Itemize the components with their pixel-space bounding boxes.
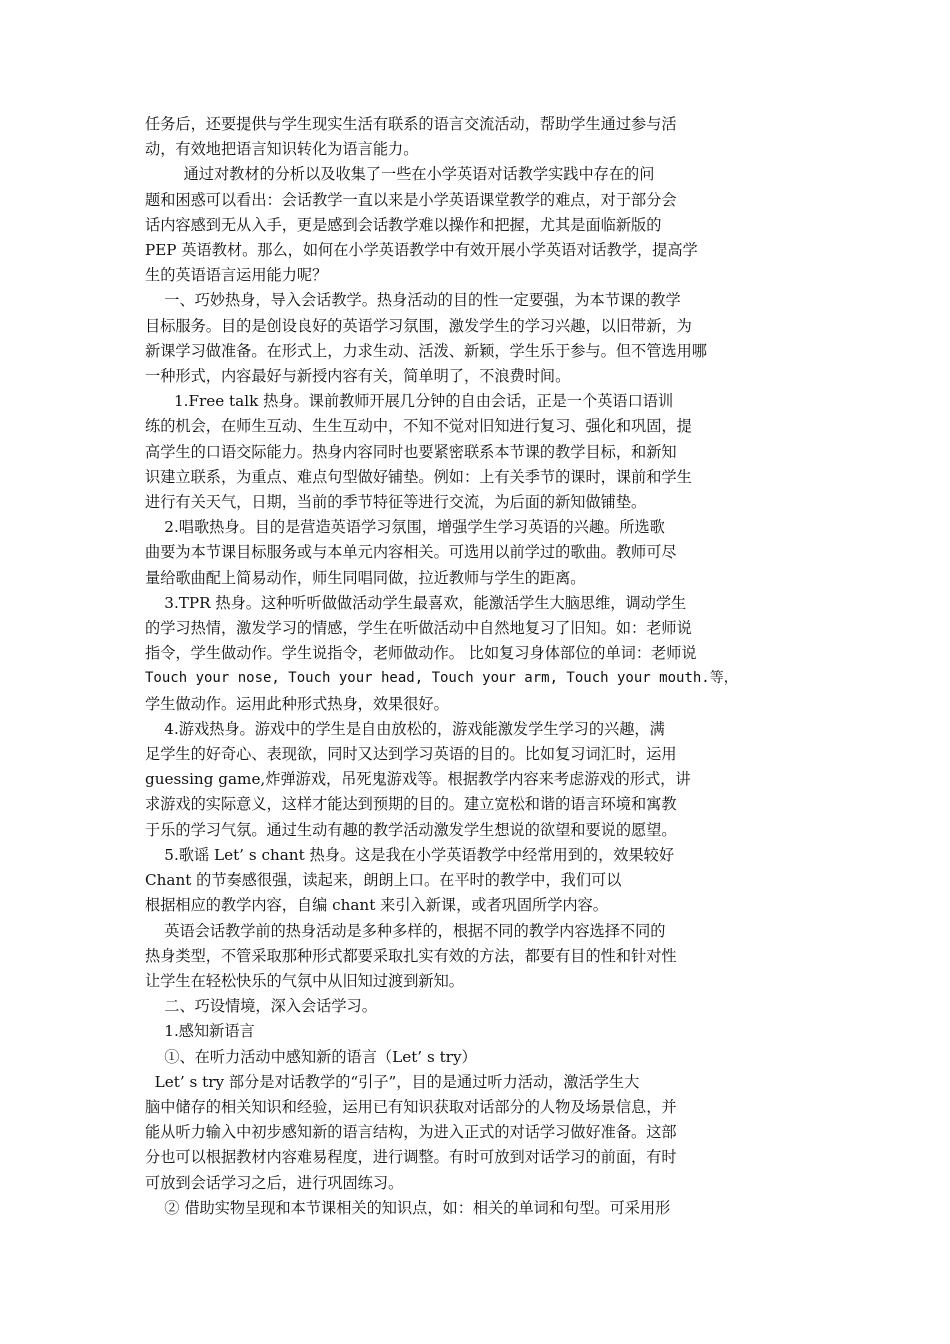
text-line: 任务后，还要提供与学生现实生活有联系的语言交流活动，帮助学生通过参与活: [145, 115, 677, 133]
text-line: 能从听力输入中初步感知新的语言结构，为进入正式的对话学习做好准备。这部: [145, 1123, 677, 1142]
text-line: 识建立联系，为重点、难点句型做好铺垫。例如：上有关季节的课时，课前和学生: [145, 467, 692, 486]
text-line: Touch your nose, Touch your head, Touch your arm, Touch your mouth.等，: [145, 670, 738, 687]
text-line: 话内容感到无从入手，更是感到会话教学难以操作和把握，尤其是面临新版的: [145, 215, 662, 234]
document-page: [145, 112, 807, 1221]
text-line: 学生做动作。运用此种形式热身，效果很好。: [145, 694, 449, 713]
text-line: PEP 英语教材。那么，如何在小学英语教学中有效开展小学英语对话教学，提高学: [145, 241, 698, 260]
text-line: 生的英语语言运用能力呢？: [145, 266, 328, 285]
text-line: 根据相应的教学内容，自编 chant 来引入新课，或者巩固所学内容。: [145, 896, 608, 915]
text-line: 1.Free talk 热身。课前教师开展几分钟的自由会话，正是一个英语口语训: [145, 392, 674, 411]
text-line: 英语会话教学前的热身活动是多种多样的，根据不同的教学内容选择不同的: [145, 921, 666, 940]
text-line: Let’ s try 部分是对话教学的“引子”，目的是通过听力活动，激活学生大: [145, 1072, 640, 1091]
text-line: 5.歌谣 Let’ s chant 热身。这是我在小学英语教学中经常用到的，效果较好: [145, 845, 675, 864]
text-line: 求游戏的实际意义，这样才能达到预期的目的。建立宽松和谐的语言环境和寓教: [145, 795, 677, 814]
text-line: 进行有关天气，日期，当前的季节特征等进行交流，为后面的新知做铺垫。: [145, 493, 647, 512]
text-line: 动，有效地把语言知识转化为语言能力。: [145, 140, 419, 159]
text-line: 练的机会，在师生互动、生生互动中，不知不觉对旧知进行复习、强化和巩固，提: [145, 417, 692, 436]
text-line: 量给歌曲配上简易动作，师生同唱同做，拉近教师与学生的距离。: [145, 568, 586, 587]
text-line: 脑中储存的相关知识和经验，运用已有知识获取对话部分的人物及场景信息，并: [145, 1097, 677, 1116]
text-line: 曲要为本节课目标服务或与本单元内容相关。可选用以前学过的歌曲。教师可尽: [145, 543, 677, 562]
text-line: 于乐的学习气氛。通过生动有趣的教学活动激发学生想说的欲望和要说的愿望。: [145, 820, 677, 839]
text-line: ② 借助实物呈现和本节课相关的知识点，如：相关的单词和句型。可采用形: [145, 1198, 671, 1217]
text-line: 题和困惑可以看出：会话教学一直以来是小学英语课堂教学的难点，对于部分会: [145, 190, 677, 209]
text-line: 目标服务。目的是创设良好的英语学习氛围，激发学生的学习兴趣，以旧带新，为: [145, 316, 692, 335]
text-line: ①、在听力活动中感知新的语言（Let’ s try）: [145, 1047, 477, 1066]
text-line: Chant 的节奏感很强，读起来，朗朗上口。在平时的教学中，我们可以: [145, 871, 622, 890]
text-line: 4.游戏热身。游戏中的学生是自由放松的，游戏能激发学生学习的兴趣，满: [145, 719, 665, 738]
text-line: 高学生的口语交际能力。热身内容同时也要紧密联系本节课的教学目标，和新知: [145, 442, 677, 461]
text-line: guessing game,炸弹游戏，吊死鬼游戏等。根据教学内容来考虑游戏的形式，讲: [145, 770, 691, 789]
text-line: 分也可以根据教材内容难易程度，进行调整。有时可放到对话学习的前面，有时: [145, 1148, 677, 1167]
text-line: 一、巧妙热身，导入会话教学。热身活动的目的性一定要强，为本节课的教学: [145, 291, 681, 310]
text-line: 2.唱歌热身。目的是营造英语学习氛围，增强学生学习英语的兴趣。所选歌: [145, 518, 665, 537]
text-line: 让学生在轻松快乐的气氛中从旧知过渡到新知。: [145, 971, 464, 990]
text-line: 一种形式，内容最好与新授内容有关，简单明了，不浪费时间。: [145, 367, 571, 386]
text-line: 热身类型，不管采取那种形式都要采取扎实有效的方法，都要有目的性和针对性: [145, 946, 677, 965]
text-line: 可放到会话学习之后，进行巩固练习。: [145, 1173, 404, 1192]
text-line: 通过对教材的分析以及收集了一些在小学英语对话教学实践中存在的问: [145, 165, 655, 184]
text-line: 指令，学生做动作。学生说指令，老师做动作。 比如复习身体部位的单词：老师说: [145, 644, 697, 663]
text-line: 1.感知新语言: [145, 1022, 255, 1041]
text-line: 足学生的好奇心、表现欲，同时又达到学习英语的目的。比如复习词汇时，运用: [145, 745, 677, 764]
text-line: 新课学习做准备。在形式上，力求生动、活泼、新颖，学生乐于参与。但不管选用哪: [145, 341, 707, 360]
text-line: 的学习热情，激发学习的情感，学生在听做活动中自然地复习了旧知。如：老师说: [145, 619, 692, 638]
text-line: 二、巧设情境，深入会话学习。: [145, 997, 377, 1016]
text-line: 3.TPR 热身。这种听听做做活动学生最喜欢，能激活学生大脑思维，调动学生: [145, 593, 687, 612]
